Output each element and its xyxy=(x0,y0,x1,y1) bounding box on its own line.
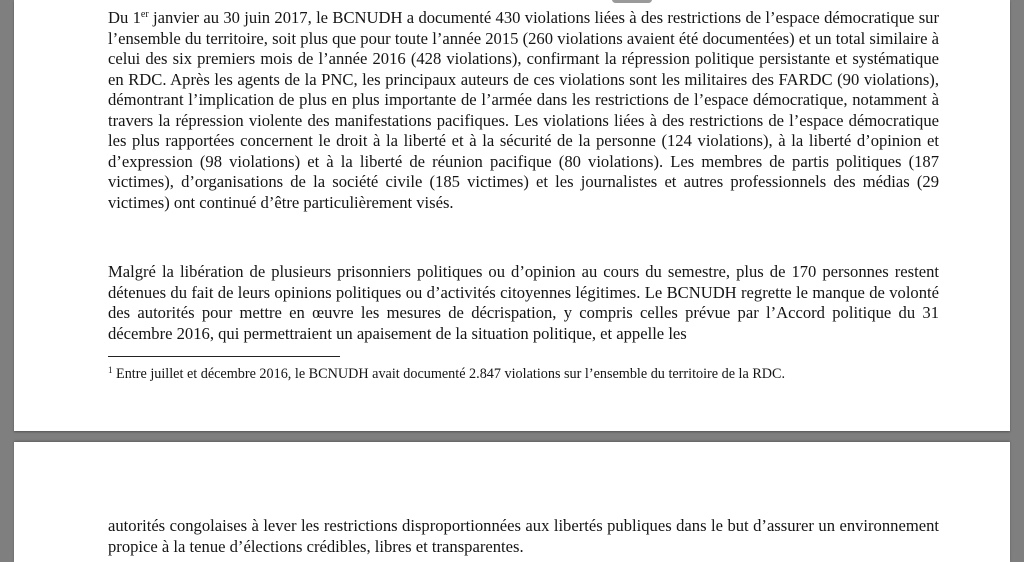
ordinal-superscript: er xyxy=(140,9,149,20)
footnote-text: Entre juillet et décembre 2016, le BCNUDH avait documenté 2.847 violations sur l’ensemble du territoire de la RDC. xyxy=(112,366,786,382)
footnote xyxy=(108,366,939,383)
document-page-1 xyxy=(14,0,1010,431)
document-page-2 xyxy=(14,442,1010,562)
footnote-marker: 1 xyxy=(108,365,113,375)
body-paragraph-2: Malgré la libération de plusieurs prisonniers politiques ou d’opinion au cours du semestre, plus de 170 personnes restent détenues du fait de leurs opinions politiques ou d’activités citoyennes légitimes. Le BCNUDH regrette le manque de volonté des autorités pour mettre en œuvre les mesures de décrispation, y compris celles prévue par l’Accord politique du 31 décembre 2016, qui permettraient un apaisement de la situation politique, et appelle les xyxy=(108,262,939,343)
page-top-fragment xyxy=(612,0,652,3)
paragraph-lead: Du 1 xyxy=(108,8,141,27)
paragraph-text: janvier au 30 juin 2017, le BCNUDH a documenté 430 violations liées à des restrictions de l’espace démocratique sur l’ensemble du territoire, soit plus que pour toute l’année 2015 (260 violations avaient été documentées) et un total similaire à celui des six premiers mois de l’année 2016 (428 violations), confirmant la répression politique persistante et systématique en RDC. Après les agents de la PNC, les principaux auteurs de ces violations sont les militaires des FARDC (90 violations), démontrant l’implication de plus en plus importante de l’armée dans les restrictions de l’espace démocratique, notamment à travers la répression violente des manifestations pacifiques. Les violations liées à des restrictions de l’espace démocratique les plus rapportées concernent le droit à la liberté et à la sécurité de la personne (124 violations), à la liberté d’opinion et d’expression (98 violations) et à la liberté de réunion pacifique (80 violations). Les membres de partis politiques (187 victimes), d’organisations de la société civile (185 victimes) et les journalistes et autres professionnels des médias (29 victimes) ont continué d’être particulièrement visés. xyxy=(108,8,939,212)
footnote-separator xyxy=(108,356,340,357)
body-paragraph-1 xyxy=(108,8,939,213)
body-paragraph-continued: autorités congolaises à lever les restrictions disproportionnées aux libertés publiques dans le but d’assurer un environnement propice à la tenue d’élections crédibles, libres et transparentes. xyxy=(108,516,939,556)
